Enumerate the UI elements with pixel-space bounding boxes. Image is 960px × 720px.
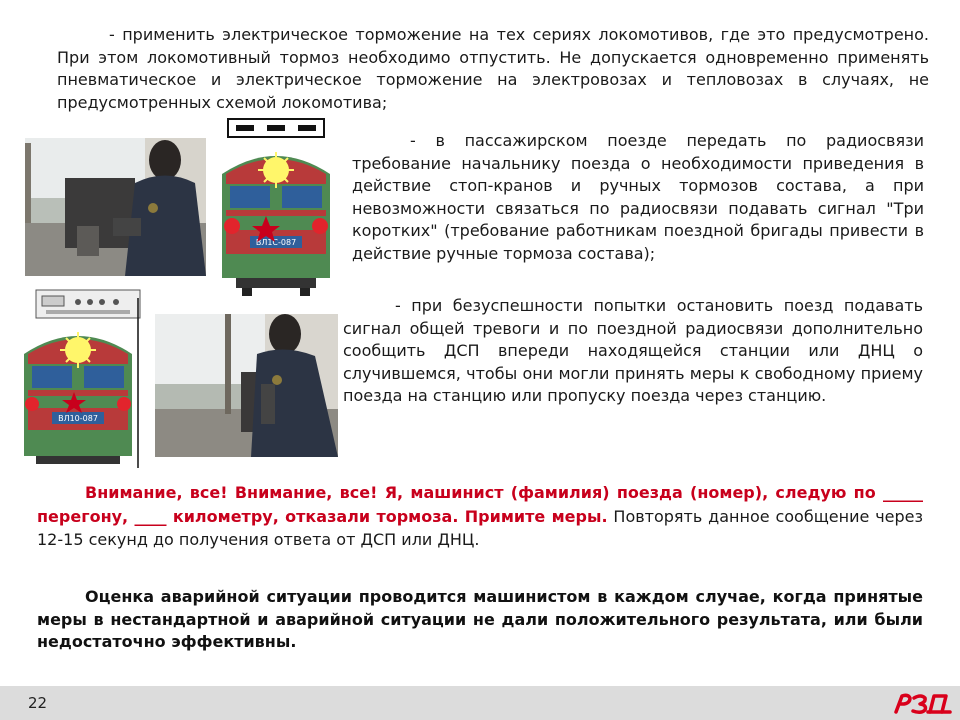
rzd-logo-icon: [892, 690, 952, 720]
alert-repeat-note: Повторять данное сообщение через 12-15 секунд до получения ответа от ДСП или ДНЦ.: [37, 506, 924, 549]
paragraph-general-alarm: [343, 295, 923, 408]
radio-alert-message: [37, 481, 923, 552]
paragraph-passenger-train-text: - в пассажирском поезде передать по радиосвязи требование начальнику поезда о необходимости приведения в действие стоп-кранов и ручных тормозов состава, а при невозможности связаться по радиосвязи подавать сигнал "Три коротких" (требование работникам поездной бригады привести в действие ручные тормоза состава);: [352, 131, 924, 263]
conclusion-paragraph: [37, 586, 923, 654]
driver-radio-photo: [25, 138, 206, 276]
alert-message-text: Внимание, все! Внимание, все! Я, машинист (фамилия) поезда (номер), следую по _____ перегону, ____ километру, отказали тормоза. Примите меры.: [37, 483, 923, 526]
paragraph-general-alarm-text: - при безуспешности попытки остановить поезд подавать сигнал общей тревоги и по поездной радиосвязи дополнительно сообщить ДСП впереди находящейся станции или ДНЦ о случившемся, чтобы они могли принять меры к свободному приему поезда на станцию или пропуску поезда через станцию.: [343, 296, 923, 405]
locomotive-three-short-signal: [212, 118, 340, 302]
paragraph-electric-braking-text: - применить электрическое торможение на тех сериях локомотивов, где это предусмотрено. При этом локомотивный тормоз необходимо отпустить. Не допускается одновременно применять пневматическое и электрическое торможение на электровозах и тепловозах в случаях, не предусмотренных схемой локомотива;: [57, 25, 929, 112]
driver-radio-photo-2: [155, 314, 338, 457]
paragraph-passenger-train: [352, 130, 924, 265]
loco-number-2: ВЛ10-087: [58, 414, 98, 423]
paragraph-electric-braking: [57, 24, 929, 114]
page-number: 22: [28, 694, 48, 712]
footer-bar: [0, 686, 960, 720]
loco-number-1: ВЛ1С-087: [255, 238, 297, 247]
locomotive-general-alarm: [16, 288, 154, 472]
conclusion-text: Оценка аварийной ситуации проводится машинистом в каждом случае, когда принятые меры в нестандартной и аварийной ситуации не дали положительного результата, или были недостаточно эффективны.: [37, 587, 923, 651]
